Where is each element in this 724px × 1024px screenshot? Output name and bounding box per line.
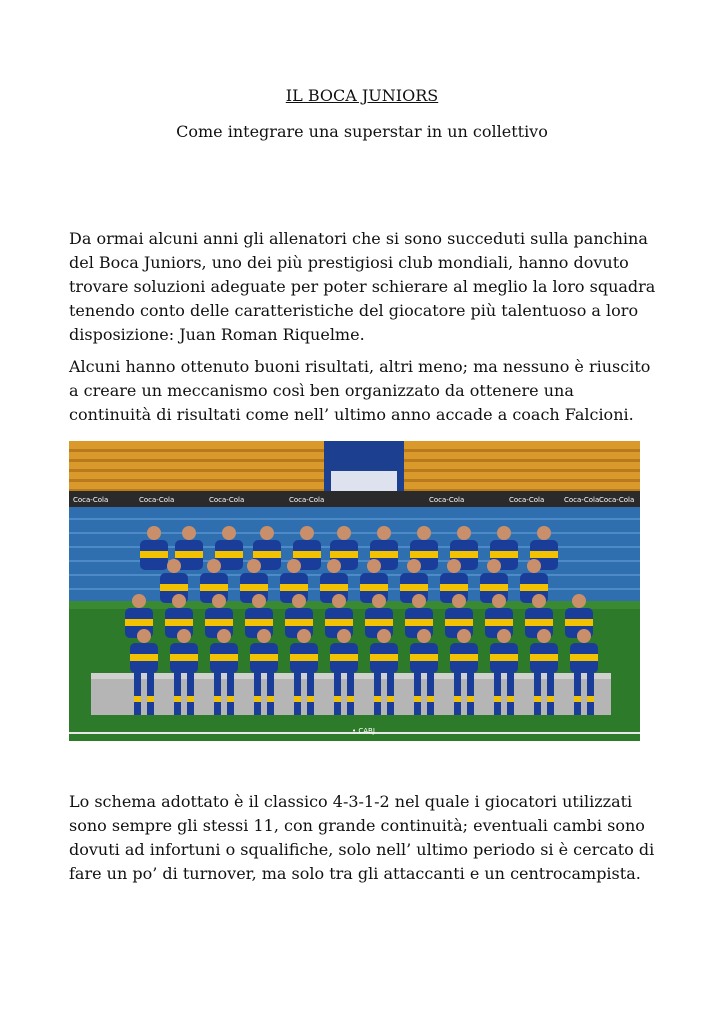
banner-ad: Coca-Cola: [289, 496, 325, 504]
team-photo: [69, 441, 640, 741]
document-title: IL BOCA JUNIORS: [285, 86, 439, 105]
paragraph-intro: Da ormai alcuni anni gli allenatori che si sono succeduti sulla panchina del Boca Juniors, uno dei più prestigiosi club mondiali, hanno dovuto trovare soluzioni adeguate per poter schierare al meglio la loro squadra tenendo conto delle caratteristiche del giocatore più talentuoso a loro disposizione: Juan Roman Riquelme.: [69, 229, 656, 344]
banner-ad: Coca-Cola: [209, 496, 245, 504]
photo-watermark: • CABJ: [352, 727, 375, 735]
document-subtitle: Come integrare una superstar in un collettivo: [176, 122, 548, 141]
paragraph-results: Alcuni hanno ottenuto buoni risultati, altri meno; ma nessuno è riuscito a creare un meccanismo così ben organizzato da ottenere una continuità di risultati come nell’ ultimo anno accade a coach Falcioni.: [69, 357, 651, 424]
paragraph-formation: Lo schema adottato è il classico 4-3-1-2 nel quale i giocatori utilizzati sono sempre gli stessi 11, con grande continuità; eventuali cambi sono dovuti ad infortuni o squalifiche, solo nell’ ultimo periodo si è cercato di fare un po’ di turnover, ma solo tra gli attaccanti e un centrocampista.: [69, 792, 655, 883]
team-photo-illustration: [69, 441, 640, 741]
banner-ad: Coca-Cola: [429, 496, 465, 504]
banner-ad: Coca-Cola: [564, 496, 600, 504]
banner-ad: Coca-Cola: [139, 496, 175, 504]
banner-ad: Coca-Cola: [599, 496, 635, 504]
banner-ad: Coca-Cola: [509, 496, 545, 504]
banner-ad: Coca-Cola: [73, 496, 109, 504]
